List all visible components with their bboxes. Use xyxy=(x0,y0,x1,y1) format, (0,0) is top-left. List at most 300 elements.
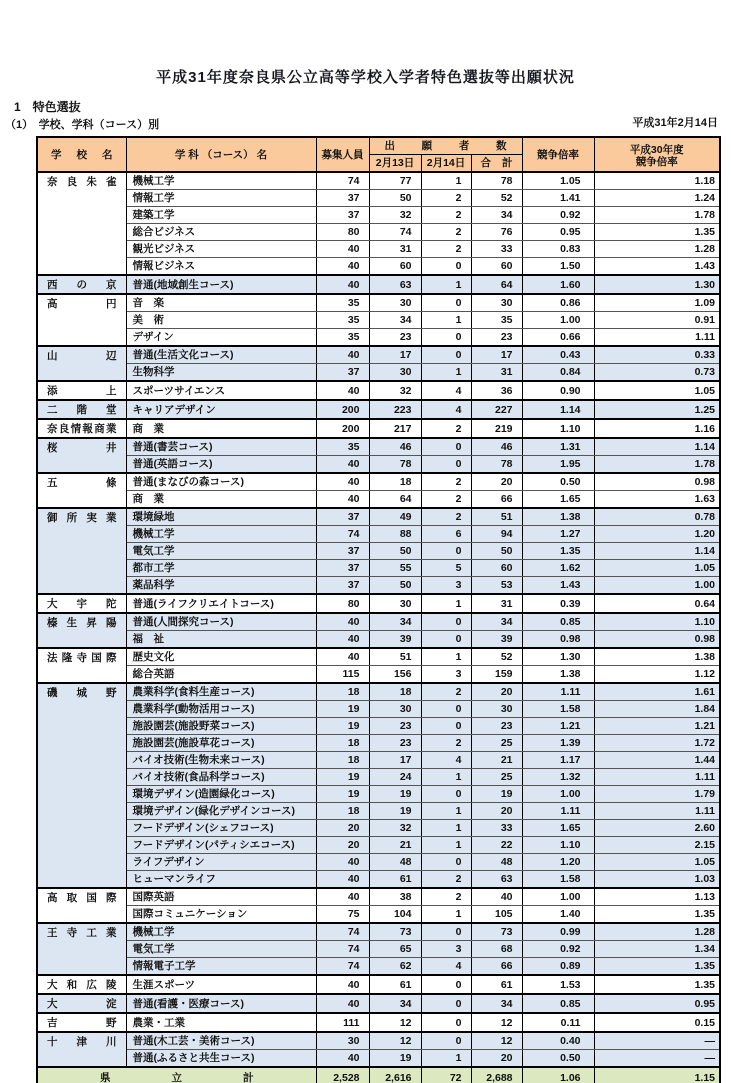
table-row xyxy=(37,207,720,224)
header-row-1 xyxy=(37,137,720,155)
applicants-feb13-cell: 61 xyxy=(369,871,421,889)
capacity-cell: 40 xyxy=(316,241,369,258)
applicants-total-cell: 12 xyxy=(471,1013,522,1032)
table-row xyxy=(37,508,720,526)
applicants-feb14-cell: 1 xyxy=(421,820,471,837)
applicants-feb14-cell: 0 xyxy=(421,294,471,312)
applicants-feb14-cell: 1 xyxy=(421,312,471,329)
competition-ratio-cell: 1.05 xyxy=(522,172,594,190)
course-name-cell: ライフデザイン xyxy=(126,854,316,871)
table-row xyxy=(37,941,720,958)
school-name-cell: 法隆寺国際 xyxy=(37,648,126,683)
applicants-feb14-cell: 0 xyxy=(421,1013,471,1032)
competition-ratio-cell: 1.00 xyxy=(522,888,594,906)
prev-year-ratio-cell: 1.16 xyxy=(594,419,720,438)
applicants-feb14-cell: 0 xyxy=(421,854,471,871)
table-body xyxy=(37,172,720,1067)
capacity-cell: 18 xyxy=(316,683,369,701)
prev-year-ratio-cell: 1.63 xyxy=(594,491,720,509)
competition-ratio-cell: 1.32 xyxy=(522,769,594,786)
course-name-cell: 普通(人間探究コース) xyxy=(126,613,316,631)
prev-year-ratio-cell: 1.14 xyxy=(594,438,720,456)
school-name-cell: 大和広陵 xyxy=(37,975,126,994)
course-name-cell: フードデザイン(シェフコース) xyxy=(126,820,316,837)
course-name-cell: 音 楽 xyxy=(126,294,316,312)
capacity-cell: 35 xyxy=(316,438,369,456)
applicants-feb14-cell: 2 xyxy=(421,683,471,701)
prev-year-ratio-cell: 1.09 xyxy=(594,294,720,312)
competition-ratio-cell: 1.65 xyxy=(522,820,594,837)
applicants-feb13-cell: 50 xyxy=(369,543,421,560)
applicants-feb13-cell: 34 xyxy=(369,994,421,1013)
applicants-feb14-cell: 1 xyxy=(421,769,471,786)
table-row xyxy=(37,666,720,684)
capacity-cell: 40 xyxy=(316,975,369,994)
applicants-feb13-cell: 48 xyxy=(369,854,421,871)
prev-year-ratio-cell: 1.30 xyxy=(594,275,720,294)
applicants-feb14-cell: 0 xyxy=(421,923,471,941)
applicants-feb14-cell: 4 xyxy=(421,752,471,769)
capacity-cell: 19 xyxy=(316,718,369,735)
course-name-cell: 環境デザイン(緑化デザインコース) xyxy=(126,803,316,820)
capacity-cell: 200 xyxy=(316,400,369,419)
applicants-total-cell: 61 xyxy=(471,975,522,994)
school-name-cell: 添上 xyxy=(37,381,126,400)
prev-year-ratio-cell: 0.73 xyxy=(594,364,720,382)
competition-ratio-cell: 0.66 xyxy=(522,329,594,347)
applicants-feb14-cell: 0 xyxy=(421,1032,471,1050)
prev-year-ratio-cell: 1.44 xyxy=(594,752,720,769)
capacity-cell: 37 xyxy=(316,543,369,560)
applicants-feb13-cell: 30 xyxy=(369,701,421,718)
course-name-cell: 普通(地域創生コース) xyxy=(126,275,316,294)
header-competition-ratio: 競争倍率 xyxy=(522,137,594,172)
prev-year-ratio-cell: 1.11 xyxy=(594,329,720,347)
capacity-cell: 20 xyxy=(316,820,369,837)
table-row xyxy=(37,1032,720,1050)
applicants-feb13-cell: 18 xyxy=(369,473,421,491)
capacity-cell: 40 xyxy=(316,871,369,889)
prev-year-ratio-cell: 1.72 xyxy=(594,735,720,752)
course-name-cell: 情報ビジネス xyxy=(126,258,316,276)
capacity-cell: 40 xyxy=(316,888,369,906)
table-row xyxy=(37,346,720,364)
applicants-feb13-cell: 19 xyxy=(369,1050,421,1068)
applicants-feb13-cell: 23 xyxy=(369,718,421,735)
course-name-cell: 商 業 xyxy=(126,491,316,509)
header-prev-year-line1: 平成30年度 xyxy=(629,143,684,156)
applicants-feb13-cell: 223 xyxy=(369,400,421,419)
competition-ratio-cell: 1.53 xyxy=(522,975,594,994)
competition-ratio-cell: 0.85 xyxy=(522,994,594,1013)
applicants-feb13-cell: 34 xyxy=(369,613,421,631)
header-feb13: 2月13日 xyxy=(369,155,421,173)
applicants-total-cell: 39 xyxy=(471,631,522,649)
applicants-feb13-cell: 12 xyxy=(369,1032,421,1050)
applicants-feb14-cell: 1 xyxy=(421,803,471,820)
applicants-feb14-cell: 0 xyxy=(421,975,471,994)
applicants-total-cell: 46 xyxy=(471,438,522,456)
competition-ratio-cell: 1.38 xyxy=(522,666,594,684)
applicants-total-cell: 76 xyxy=(471,224,522,241)
prev-year-ratio-cell: 2.60 xyxy=(594,820,720,837)
capacity-cell: 18 xyxy=(316,803,369,820)
capacity-cell: 19 xyxy=(316,701,369,718)
capacity-cell: 80 xyxy=(316,224,369,241)
capacity-cell: 74 xyxy=(316,941,369,958)
course-name-cell: 環境緑地 xyxy=(126,508,316,526)
prev-year-ratio-cell: 1.18 xyxy=(594,172,720,190)
applicants-feb13-cell: 62 xyxy=(369,958,421,976)
course-name-cell: 商 業 xyxy=(126,419,316,438)
applicants-feb13-cell: 77 xyxy=(369,172,421,190)
course-name-cell: 農業科学(食料生産コース) xyxy=(126,683,316,701)
applicants-total-cell: 30 xyxy=(471,294,522,312)
applicants-feb13-cell: 24 xyxy=(369,769,421,786)
table-row xyxy=(37,1013,720,1032)
capacity-cell: 74 xyxy=(316,958,369,976)
school-name-cell: 高円 xyxy=(37,294,126,346)
header-course-name: 学 科 （コース） 名 xyxy=(126,137,316,172)
table-row xyxy=(37,258,720,276)
prev-year-ratio-cell: 1.84 xyxy=(594,701,720,718)
applicants-total-cell: 78 xyxy=(471,456,522,474)
applicants-feb14-cell: 2 xyxy=(421,888,471,906)
applicants-feb14-cell: 0 xyxy=(421,346,471,364)
total-applicants-cell: 2,688 xyxy=(471,1067,522,1083)
capacity-cell: 35 xyxy=(316,294,369,312)
table-row xyxy=(37,701,720,718)
applicants-feb13-cell: 19 xyxy=(369,803,421,820)
table-row xyxy=(37,364,720,382)
prev-year-ratio-cell: 1.28 xyxy=(594,923,720,941)
prev-year-ratio-cell: 1.05 xyxy=(594,381,720,400)
applicants-total-cell: 20 xyxy=(471,803,522,820)
capacity-cell: 75 xyxy=(316,906,369,924)
table-row xyxy=(37,190,720,207)
capacity-cell: 37 xyxy=(316,207,369,224)
competition-ratio-cell: 0.40 xyxy=(522,1032,594,1050)
capacity-cell: 37 xyxy=(316,364,369,382)
course-name-cell: 普通(まなびの森コース) xyxy=(126,473,316,491)
applicants-feb13-cell: 78 xyxy=(369,456,421,474)
applicants-total-cell: 23 xyxy=(471,718,522,735)
total-feb13-cell: 2,616 xyxy=(369,1067,421,1083)
applicants-feb13-cell: 32 xyxy=(369,381,421,400)
capacity-cell: 37 xyxy=(316,190,369,207)
applicants-total-cell: 30 xyxy=(471,701,522,718)
course-name-cell: 観光ビジネス xyxy=(126,241,316,258)
capacity-cell: 111 xyxy=(316,1013,369,1032)
applicants-feb14-cell: 3 xyxy=(421,577,471,595)
applicants-feb13-cell: 21 xyxy=(369,837,421,854)
applicants-feb14-cell: 1 xyxy=(421,594,471,613)
applicants-feb14-cell: 2 xyxy=(421,190,471,207)
header-prev-year-ratio xyxy=(594,137,720,172)
table-row xyxy=(37,820,720,837)
report-date: 平成31年2月14日 xyxy=(632,117,718,129)
table-row xyxy=(37,329,720,347)
competition-ratio-cell: 0.92 xyxy=(522,207,594,224)
table-row xyxy=(37,871,720,889)
applicants-feb14-cell: 0 xyxy=(421,329,471,347)
applicants-total-cell: 94 xyxy=(471,526,522,543)
table-row xyxy=(37,769,720,786)
applicants-feb13-cell: 65 xyxy=(369,941,421,958)
applicants-feb13-cell: 31 xyxy=(369,241,421,258)
competition-ratio-cell: 1.58 xyxy=(522,701,594,718)
capacity-cell: 40 xyxy=(316,631,369,649)
table-row xyxy=(37,837,720,854)
applicants-feb14-cell: 1 xyxy=(421,906,471,924)
applicants-total-cell: 25 xyxy=(471,735,522,752)
header-prev-year-line2: 競争倍率 xyxy=(635,155,678,168)
applicants-feb13-cell: 30 xyxy=(369,364,421,382)
school-name-cell: 王寺工業 xyxy=(37,923,126,975)
capacity-cell: 30 xyxy=(316,1032,369,1050)
header-feb14: 2月14日 xyxy=(421,155,471,173)
applicants-feb14-cell: 1 xyxy=(421,837,471,854)
prev-year-ratio-cell: 1.25 xyxy=(594,400,720,419)
applicants-total-cell: 34 xyxy=(471,613,522,631)
applicants-total-cell: 159 xyxy=(471,666,522,684)
course-name-cell: 農業科学(動物活用コース) xyxy=(126,701,316,718)
section-heading: 1 特色選抜 xyxy=(14,100,81,114)
capacity-cell: 20 xyxy=(316,837,369,854)
applicants-feb14-cell: 4 xyxy=(421,381,471,400)
applicants-feb14-cell: 4 xyxy=(421,400,471,419)
competition-ratio-cell: 1.50 xyxy=(522,258,594,276)
prev-year-ratio-cell: 1.43 xyxy=(594,258,720,276)
school-name-cell: 榛生昇陽 xyxy=(37,613,126,648)
applicants-feb14-cell: 2 xyxy=(421,241,471,258)
prev-year-ratio-cell: 1.78 xyxy=(594,207,720,224)
table-row xyxy=(37,631,720,649)
applicants-total-cell: 33 xyxy=(471,241,522,258)
applicants-total-cell: 25 xyxy=(471,769,522,786)
prev-year-ratio-cell: 1.14 xyxy=(594,543,720,560)
applicants-feb13-cell: 19 xyxy=(369,786,421,803)
capacity-cell: 40 xyxy=(316,258,369,276)
course-name-cell: デザイン xyxy=(126,329,316,347)
header-capacity: 募集人員 xyxy=(316,137,369,172)
prev-year-ratio-cell: 1.28 xyxy=(594,241,720,258)
course-name-cell: 普通(ふるさと共生コース) xyxy=(126,1050,316,1068)
course-name-cell: 施設園芸(施設草花コース) xyxy=(126,735,316,752)
table-footer xyxy=(37,1067,720,1083)
applicants-feb14-cell: 2 xyxy=(421,508,471,526)
prev-year-ratio-cell: ― xyxy=(594,1050,720,1068)
course-name-cell: キャリアデザイン xyxy=(126,400,316,419)
prev-year-ratio-cell: 1.10 xyxy=(594,613,720,631)
table-row xyxy=(37,275,720,294)
applicants-feb14-cell: 5 xyxy=(421,560,471,577)
applicants-total-cell: 66 xyxy=(471,491,522,509)
table-row xyxy=(37,560,720,577)
table-row xyxy=(37,923,720,941)
course-name-cell: 総合ビジネス xyxy=(126,224,316,241)
prev-year-ratio-cell: 1.38 xyxy=(594,648,720,666)
applicants-feb14-cell: 1 xyxy=(421,364,471,382)
applicants-feb13-cell: 61 xyxy=(369,975,421,994)
capacity-cell: 35 xyxy=(316,312,369,329)
capacity-cell: 40 xyxy=(316,613,369,631)
applicants-feb14-cell: 2 xyxy=(421,735,471,752)
table-row xyxy=(37,438,720,456)
school-name-cell: 西の京 xyxy=(37,275,126,294)
school-name-cell: 吉野 xyxy=(37,1013,126,1032)
table-header xyxy=(37,137,720,172)
competition-ratio-cell: 1.40 xyxy=(522,906,594,924)
applicants-feb13-cell: 104 xyxy=(369,906,421,924)
prev-year-ratio-cell: 0.95 xyxy=(594,994,720,1013)
applicants-total-cell: 31 xyxy=(471,594,522,613)
table-row xyxy=(37,648,720,666)
header-applicants: 出 願 者 数 xyxy=(369,137,522,155)
applicants-total-cell: 227 xyxy=(471,400,522,419)
course-name-cell: 普通(書芸コース) xyxy=(126,438,316,456)
applicants-total-cell: 31 xyxy=(471,364,522,382)
course-name-cell: 普通(英語コース) xyxy=(126,456,316,474)
competition-ratio-cell: 1.10 xyxy=(522,837,594,854)
school-name-cell: 山辺 xyxy=(37,346,126,381)
total-label-cell: 県 立 計 xyxy=(37,1067,316,1083)
course-name-cell: 都市工学 xyxy=(126,560,316,577)
course-name-cell: 普通(ライフクリエイトコース) xyxy=(126,594,316,613)
applicants-feb13-cell: 34 xyxy=(369,312,421,329)
applicants-feb14-cell: 1 xyxy=(421,648,471,666)
applicants-feb13-cell: 32 xyxy=(369,820,421,837)
applicants-feb13-cell: 63 xyxy=(369,275,421,294)
applicants-feb13-cell: 51 xyxy=(369,648,421,666)
course-name-cell: 機械工学 xyxy=(126,526,316,543)
applicants-feb13-cell: 38 xyxy=(369,888,421,906)
course-name-cell: 普通(木工芸・美術コース) xyxy=(126,1032,316,1050)
school-name-cell: 五條 xyxy=(37,473,126,508)
total-feb14-cell: 72 xyxy=(421,1067,471,1083)
school-name-cell: 奈良朱雀 xyxy=(37,172,126,275)
table-row xyxy=(37,543,720,560)
header-total: 合 計 xyxy=(471,155,522,173)
applicants-total-cell: 34 xyxy=(471,994,522,1013)
capacity-cell: 40 xyxy=(316,854,369,871)
competition-ratio-cell: 0.39 xyxy=(522,594,594,613)
table-row xyxy=(37,975,720,994)
capacity-cell: 40 xyxy=(316,381,369,400)
subsection-heading: （1） 学校、学科（コース）別 xyxy=(5,119,160,131)
table-row xyxy=(37,752,720,769)
capacity-cell: 40 xyxy=(316,994,369,1013)
capacity-cell: 18 xyxy=(316,752,369,769)
applicants-feb13-cell: 156 xyxy=(369,666,421,684)
prev-year-ratio-cell: 1.00 xyxy=(594,577,720,595)
competition-ratio-cell: 1.20 xyxy=(522,854,594,871)
competition-ratio-cell: 1.58 xyxy=(522,871,594,889)
prev-year-ratio-cell: 1.05 xyxy=(594,854,720,871)
applicants-feb14-cell: 2 xyxy=(421,871,471,889)
applicants-feb13-cell: 12 xyxy=(369,1013,421,1032)
applicants-total-cell: 35 xyxy=(471,312,522,329)
header-school-name: 学 校 名 xyxy=(37,137,126,172)
applicants-total-cell: 219 xyxy=(471,419,522,438)
school-name-cell: 二階堂 xyxy=(37,400,126,419)
course-name-cell: 生涯スポーツ xyxy=(126,975,316,994)
applicants-total-cell: 23 xyxy=(471,329,522,347)
competition-ratio-cell: 0.98 xyxy=(522,631,594,649)
school-name-cell: 磯城野 xyxy=(37,683,126,888)
school-name-cell: 桜井 xyxy=(37,438,126,473)
prev-year-ratio-cell: 0.91 xyxy=(594,312,720,329)
applicants-feb13-cell: 55 xyxy=(369,560,421,577)
capacity-cell: 74 xyxy=(316,923,369,941)
applicants-total-cell: 22 xyxy=(471,837,522,854)
prev-year-ratio-cell: 1.03 xyxy=(594,871,720,889)
course-name-cell: 情報電子工学 xyxy=(126,958,316,976)
capacity-cell: 40 xyxy=(316,473,369,491)
course-name-cell: バイオ技術(生物未来コース) xyxy=(126,752,316,769)
applicants-total-cell: 20 xyxy=(471,473,522,491)
applicants-total-cell: 68 xyxy=(471,941,522,958)
school-name-cell: 大淀 xyxy=(37,994,126,1013)
applicants-total-cell: 63 xyxy=(471,871,522,889)
prev-year-ratio-cell: 0.98 xyxy=(594,631,720,649)
applicants-feb14-cell: 1 xyxy=(421,1050,471,1068)
applicants-feb14-cell: 0 xyxy=(421,701,471,718)
capacity-cell: 37 xyxy=(316,560,369,577)
competition-ratio-cell: 0.11 xyxy=(522,1013,594,1032)
competition-ratio-cell: 1.00 xyxy=(522,786,594,803)
table-row xyxy=(37,312,720,329)
course-name-cell: バイオ技術(食品科学コース) xyxy=(126,769,316,786)
applicants-feb14-cell: 0 xyxy=(421,543,471,560)
capacity-cell: 40 xyxy=(316,491,369,509)
applicants-feb13-cell: 64 xyxy=(369,491,421,509)
competition-ratio-cell: 1.31 xyxy=(522,438,594,456)
applicants-total-cell: 53 xyxy=(471,577,522,595)
applicants-feb13-cell: 46 xyxy=(369,438,421,456)
course-name-cell: フードデザイン(パティシエコース) xyxy=(126,837,316,854)
applicants-total-cell: 105 xyxy=(471,906,522,924)
course-name-cell: 普通(生活文化コース) xyxy=(126,346,316,364)
table-row xyxy=(37,577,720,595)
competition-ratio-cell: 0.92 xyxy=(522,941,594,958)
table-row xyxy=(37,294,720,312)
prev-year-ratio-cell: 1.35 xyxy=(594,906,720,924)
competition-ratio-cell: 0.50 xyxy=(522,473,594,491)
applicants-feb13-cell: 30 xyxy=(369,294,421,312)
school-name-cell: 大宇陀 xyxy=(37,594,126,613)
prev-year-ratio-cell: 1.24 xyxy=(594,190,720,207)
course-name-cell: 環境デザイン(造園緑化コース) xyxy=(126,786,316,803)
course-name-cell: 美 術 xyxy=(126,312,316,329)
table-row xyxy=(37,172,720,190)
course-name-cell: 電気工学 xyxy=(126,543,316,560)
course-name-cell: 総合英語 xyxy=(126,666,316,684)
applicants-feb13-cell: 50 xyxy=(369,190,421,207)
school-name-cell: 御所実業 xyxy=(37,508,126,594)
applicants-feb13-cell: 50 xyxy=(369,577,421,595)
applicants-feb13-cell: 49 xyxy=(369,508,421,526)
capacity-cell: 40 xyxy=(316,275,369,294)
competition-ratio-cell: 0.84 xyxy=(522,364,594,382)
competition-ratio-cell: 1.62 xyxy=(522,560,594,577)
page-title: 平成31年度奈良県公立高等学校入学者特色選抜等出願状況 xyxy=(156,69,575,86)
prev-year-ratio-cell: 0.33 xyxy=(594,346,720,364)
competition-ratio-cell: 1.43 xyxy=(522,577,594,595)
competition-ratio-cell: 0.95 xyxy=(522,224,594,241)
capacity-cell: 40 xyxy=(316,648,369,666)
applicants-feb13-cell: 32 xyxy=(369,207,421,224)
